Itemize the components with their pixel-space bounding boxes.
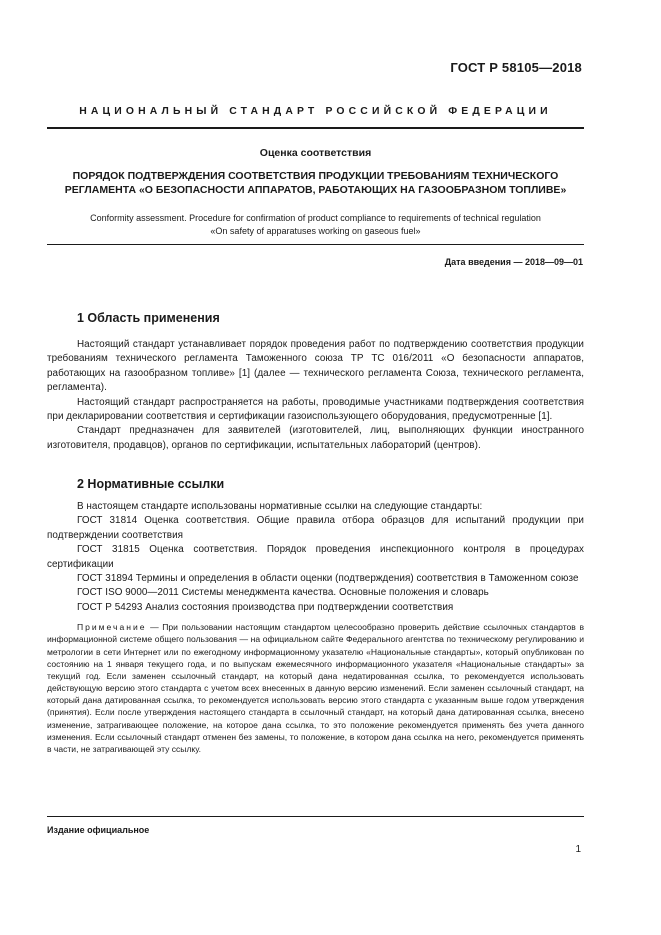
title-ru-line-1: ПОРЯДОК ПОДТВЕРЖДЕНИЯ СООТВЕТСТВИЯ ПРОДУКЦИИ ТРЕБОВАНИЯМ ТЕХНИЧЕСКОГО <box>72 170 559 182</box>
section-1-paragraph: Настоящий стандарт устанавливает порядок проведения работ по подтверждению соответствия продукции требованиям технического регламента Таможенного союза ТР ТС 016/2011 «О безопасности аппаратов, работающих на газообразном топливе» [1] (далее — технического регламента Союза, технического регламента, регламента). <box>47 339 584 394</box>
national-standard-heading: НАЦИОНАЛЬНЫЙ СТАНДАРТ РОССИЙСКОЙ ФЕДЕРАЦИИ <box>79 106 552 117</box>
reference-item: ГОСТ 31815 Оценка соответствия. Порядок проведения инспекционного контроля в процедурах сертификации <box>47 544 584 570</box>
title-ru-line-2: РЕГЛАМЕНТА «О БЕЗОПАСНОСТИ АППАРАТОВ, РАБОТАЮЩИХ НА ГАЗООБРАЗНОМ ТОПЛИВЕ» <box>64 184 567 196</box>
reference-item: ГОСТ Р 54293 Анализ состояния производства при подтверждении соответствия <box>77 601 454 613</box>
title-divider <box>47 244 584 245</box>
reference-item: ГОСТ 31894 Термины и определения в области оценки (подтверждения) соответствия в Таможенном союзе <box>77 573 579 585</box>
edition-label: Издание официальное <box>47 825 150 835</box>
document-subtitle: Оценка соответствия <box>259 147 372 159</box>
section-2-intro: В настоящем стандарте использованы нормативные ссылки на следующие стандарты: <box>77 501 483 512</box>
footer-divider <box>47 816 584 817</box>
reference-item: ГОСТ ISO 9000—2011 Системы менеджмента качества. Основные положения и словарь <box>77 587 489 599</box>
document-number: ГОСТ Р 58105—2018 <box>450 60 582 75</box>
document-title-ru <box>47 169 584 197</box>
section-2-heading: 2 Нормативные ссылки <box>77 477 225 491</box>
document-title-en <box>47 212 584 237</box>
section-1-heading: 1 Область применения <box>77 311 220 325</box>
page-number: 1 <box>575 844 581 855</box>
section-1-paragraph: Стандарт предназначен для заявителей (изготовителей, лиц, выполняющих функции иностранного изготовителя, продавцов), органов по сертификации, испытательных лабораторий (центров). <box>47 425 584 451</box>
note <box>47 621 584 755</box>
note-label: Примечание <box>77 622 147 633</box>
section-scope <box>47 311 584 453</box>
title-en-line-2: «On safety of apparatuses working on gaseous fuel» <box>210 225 421 236</box>
section-normative-references <box>47 477 584 755</box>
introduction-date: Дата введения — 2018—09—01 <box>444 257 583 267</box>
section-1-paragraph: Настоящий стандарт распространяется на работы, проводимые участниками подтверждения соответствия при декларировании соответствия и сертификации газоиспользующего оборудования, предусмотренные [1]. <box>47 396 584 423</box>
reference-item: ГОСТ 31814 Оценка соответствия. Общие правила отбора образцов для испытаний продукции при подтверждении соответствия <box>47 515 584 541</box>
note-text: — При пользовании настоящим стандартом целесообразно проверить действие ссылочных стандартов в информационной системе общего пользования — на официальном сайте Федерального агентства по техническому регулированию и метрологии в сети Интернет или по ежегодному информационному указателю «Национальные стандарты», который опубликован по состоянию на 1 января текущего года, и по выпускам ежемесячного информационного указателя «Национальные стандарты» за текущий год. Если заменен ссылочный стандарт, на который дана недатированная ссылка, то рекомендуется использовать действующую версию этого стандарта с учетом всех внесенных в данную версию изменений. Если заменен ссылочный стандарт, на который дана датированная ссылка, то рекомендуется использовать версию этого стандарта с указанным выше годом утверждения (принятия). Если после утверждения настоящего стандарта в ссылочный стандарт, на который дана датированная ссылка, внесено изменение, затрагивающее положение, на которое дана ссылка, то это положение рекомендуется применять без учета данного изменения. Если ссылочный стандарт отменен без замены, то положение, в котором дана ссылка на него, рекомендуется применять в части, не затрагивающей эту ссылку. <box>47 622 584 754</box>
title-en-line-1: Conformity assessment. Procedure for confirmation of product compliance to requirements of technical regulation <box>90 213 541 223</box>
header-divider <box>47 127 584 129</box>
